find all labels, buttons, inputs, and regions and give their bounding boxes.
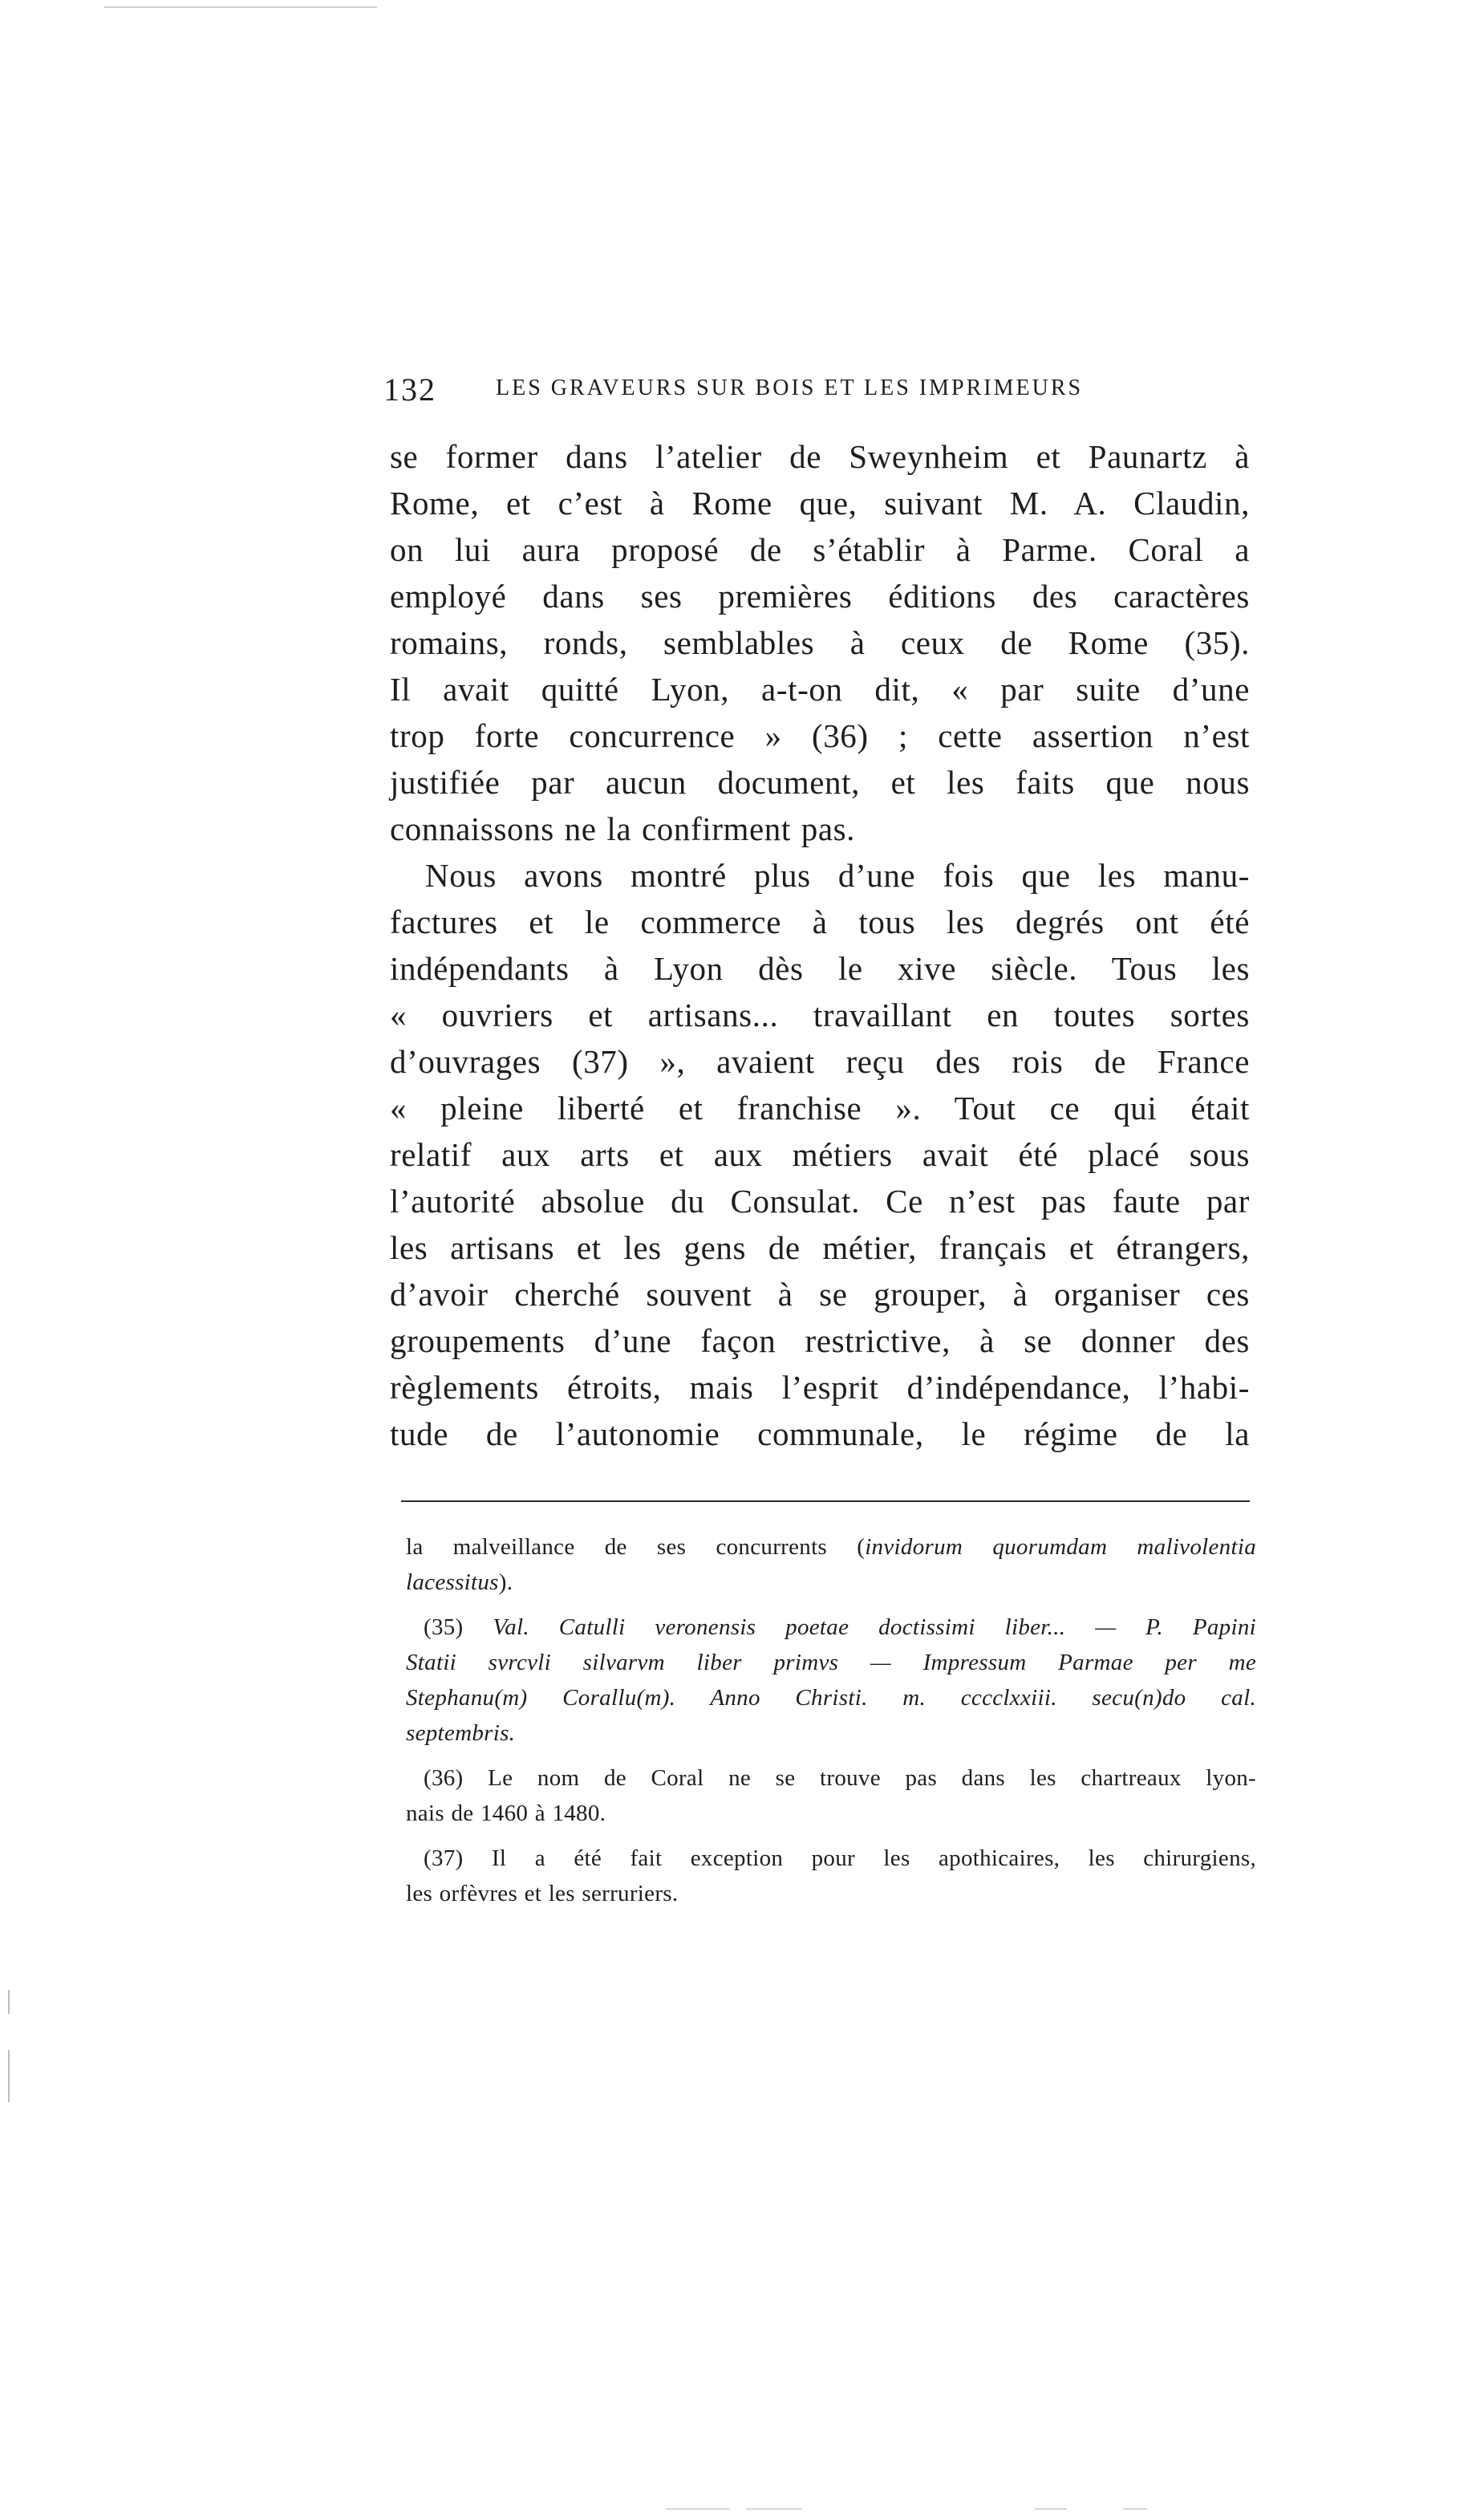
body-line: d’avoir cherché souvent à se grouper, à organiser ces [390,1276,1250,1313]
body-line: d’ouvrages (37) », avaient reçu des rois de France [390,1043,1250,1080]
footnote-line: Stephanu(m) Corallu(m). Anno Christi. m. cccclxxiii. secu(n)do cal. [406,1685,1256,1711]
body-line: Rome, et c’est à Rome que, suivant M. A. Claudin, [390,485,1250,522]
body-line: trop forte concurrence » (36) ; cette assertion n’est [390,717,1250,754]
scan-edge-mark [104,6,377,8]
scan-edge-mark [8,2050,10,2102]
footnote-line [406,1610,1256,1645]
footnote-line [406,1565,1256,1600]
footnote-continuation [406,1529,1256,1600]
footnote-line: (36) Le nom de Coral ne se trouve pas dans les chartreaux lyon- [424,1765,1256,1791]
body-line: l’autorité absolue du Consulat. Ce n’est pas faute par [390,1183,1250,1220]
footnote-rule [401,1500,1250,1502]
body-text [390,433,1250,1457]
body-line: Nous avons montré plus d’une fois que les manu- [425,857,1250,894]
body-line: relatif aux arts et aux métiers avait été placé sous [390,1136,1250,1173]
scan-edge-mark [746,2508,802,2510]
footnote-text: la malveillance de ses concurrents ( [406,1534,866,1560]
body-line: indépendants à Lyon dès le xive siècle. Tous les [390,950,1250,987]
footnote-latin: lacessitus [406,1569,499,1595]
body-line: règlements étroits, mais l’esprit d’indépendance, l’habi- [390,1369,1250,1406]
footnote-line: les orfèvres et les serruriers. [406,1881,679,1906]
body-line: « ouvriers et artisans... travaillant en toutes sortes [390,997,1250,1033]
footnote-line: Statii svrcvli silvarvm liber primvs — Impressum Parmae per me [406,1650,1256,1675]
body-line: tude de l’autonomie communale, le régime de la [390,1415,1250,1452]
footnote-line: (37) Il a été fait exception pour les apothicaires, les chirurgiens, [424,1845,1256,1871]
scan-edge-mark [1123,2508,1147,2510]
footnote-latin: Val. Catulli veronensis poetae doctissimi liber... — P. Papini [493,1614,1256,1640]
body-line: on lui aura proposé de s’établir à Parme. Coral a [390,531,1250,568]
footnotes [406,1529,1256,1921]
body-line: connaissons ne la confirment pas. [390,810,856,847]
footnote-line [406,1529,1256,1565]
page-number: 132 [383,371,436,408]
footnote-37 [406,1841,1256,1911]
body-line: factures et le commerce à tous les degrés ont été [390,903,1250,940]
body-line: romains, ronds, semblables à ceux de Rome (35). [390,624,1250,661]
footnote-marker: (35) [424,1614,464,1640]
footnote-35 [406,1610,1256,1751]
footnote-36 [406,1760,1256,1831]
scan-edge-mark [8,1990,10,2014]
footnote-line: septembris. [406,1720,516,1746]
body-line: se former dans l’atelier de Sweynheim et Paunartz à [390,438,1250,475]
footnote-text: ). [498,1569,513,1595]
body-line: Il avait quitté Lyon, a-t-on dit, « par suite d’une [390,671,1250,708]
body-line: employé dans ses premières éditions des caractères [390,578,1250,615]
footnote-line: nais de 1460 à 1480. [406,1800,606,1826]
body-line: « pleine liberté et franchise ». Tout ce qui était [390,1090,1250,1127]
footnote-latin: invidorum quorumdam malivolentia [865,1534,1256,1560]
running-head [383,371,1258,419]
scan-edge-mark [666,2508,730,2510]
scan-edge-mark [1035,2508,1067,2510]
body-line: justifiée par aucun document, et les faits que nous [390,764,1250,801]
body-line: les artisans et les gens de métier, français et étrangers, [390,1229,1250,1266]
running-title: LES GRAVEURS SUR BOIS ET LES IMPRIMEURS [496,376,1084,400]
body-line: groupements d’une façon restrictive, à se donner des [390,1322,1250,1359]
